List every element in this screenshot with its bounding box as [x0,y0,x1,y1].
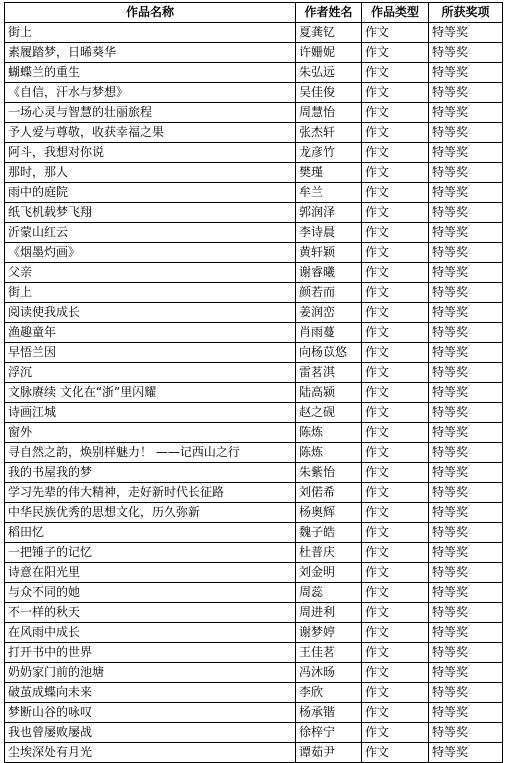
cell-work-title: 不一样的秋天 [5,603,296,623]
table-row [5,463,503,483]
cell-work-type: 作文 [362,363,429,383]
cell-award: 特等奖 [429,623,503,643]
cell-work-title: 诗意在阳光里 [5,563,296,583]
cell-award: 特等奖 [429,463,503,483]
cell-award: 特等奖 [429,283,503,303]
table-row [5,623,503,643]
table-row [5,403,503,423]
cell-work-title: 浮沉 [5,363,296,383]
cell-author-name: 牟兰 [296,183,362,203]
cell-author-name: 郭润泽 [296,203,362,223]
cell-award: 特等奖 [429,723,503,743]
cell-work-title: 我的书屋我的梦 [5,463,296,483]
cell-author-name: 李诗晨 [296,223,362,243]
cell-work-type: 作文 [362,183,429,203]
table-row [5,443,503,463]
table-row [5,323,503,343]
cell-work-title: 予人爱与尊敬，收获幸福之果 [5,123,296,143]
table-body [5,23,503,763]
cell-award: 特等奖 [429,263,503,283]
cell-work-title: 沂蒙山红云 [5,223,296,243]
cell-work-type: 作文 [362,703,429,723]
cell-award: 特等奖 [429,663,503,683]
table-row [5,723,503,743]
cell-work-type: 作文 [362,663,429,683]
table-row [5,363,503,383]
cell-work-type: 作文 [362,263,429,283]
cell-author-name: 刘偌希 [296,483,362,503]
cell-award: 特等奖 [429,43,503,63]
cell-author-name: 周进利 [296,603,362,623]
cell-work-type: 作文 [362,503,429,523]
cell-work-title: 父亲 [5,263,296,283]
cell-award: 特等奖 [429,483,503,503]
cell-author-name: 谭茹尹 [296,743,362,763]
cell-award: 特等奖 [429,423,503,443]
cell-author-name: 赵之砚 [296,403,362,423]
cell-work-title: 纸飞机载梦飞翔 [5,203,296,223]
cell-author-name: 杨奥辉 [296,503,362,523]
cell-work-title: 文脉赓续 文化在“浙”里闪耀 [5,383,296,403]
cell-work-type: 作文 [362,603,429,623]
cell-author-name: 向杨苡悠 [296,343,362,363]
cell-work-type: 作文 [362,303,429,323]
cell-work-type: 作文 [362,43,429,63]
table-row [5,343,503,363]
table-row [5,703,503,723]
cell-author-name: 周蕊 [296,583,362,603]
cell-work-title: 破茧成蝶向未来 [5,683,296,703]
table-row [5,203,503,223]
cell-author-name: 姜润峦 [296,303,362,323]
table-row [5,143,503,163]
cell-work-title: 街上 [5,283,296,303]
cell-author-name: 龙彦竹 [296,143,362,163]
cell-work-title: 奶奶家门前的池塘 [5,663,296,683]
cell-work-type: 作文 [362,463,429,483]
cell-award: 特等奖 [429,543,503,563]
cell-work-type: 作文 [362,103,429,123]
cell-author-name: 杨承锴 [296,703,362,723]
cell-author-name: 吴佳俊 [296,83,362,103]
cell-work-type: 作文 [362,583,429,603]
table-row [5,563,503,583]
header-award: 所获奖项 [429,3,503,23]
cell-work-title: 诗画江城 [5,403,296,423]
cell-work-type: 作文 [362,343,429,363]
cell-work-type: 作文 [362,23,429,43]
table-row [5,423,503,443]
cell-award: 特等奖 [429,83,503,103]
cell-award: 特等奖 [429,103,503,123]
cell-work-type: 作文 [362,623,429,643]
cell-work-title: 《自信，汗水与梦想》 [5,83,296,103]
cell-award: 特等奖 [429,323,503,343]
cell-work-title: 素履踏梦，日晞葵华 [5,43,296,63]
header-work-type: 作品类型 [362,3,429,23]
table-row [5,603,503,623]
cell-award: 特等奖 [429,343,503,363]
cell-work-title: 那时，那人 [5,163,296,183]
cell-work-title: 渔趣童年 [5,323,296,343]
cell-award: 特等奖 [429,203,503,223]
cell-award: 特等奖 [429,123,503,143]
cell-work-type: 作文 [362,143,429,163]
cell-work-type: 作文 [362,323,429,343]
cell-author-name: 颜若而 [296,283,362,303]
table-header-row [5,3,503,23]
table-row [5,83,503,103]
cell-author-name: 徐梓宁 [296,723,362,743]
cell-award: 特等奖 [429,183,503,203]
table-row [5,483,503,503]
cell-work-type: 作文 [362,223,429,243]
table-row [5,183,503,203]
cell-award: 特等奖 [429,403,503,423]
cell-award: 特等奖 [429,643,503,663]
cell-award: 特等奖 [429,703,503,723]
table-row [5,283,503,303]
cell-author-name: 陈炼 [296,423,362,443]
cell-work-type: 作文 [362,383,429,403]
table-row [5,503,503,523]
cell-award: 特等奖 [429,443,503,463]
table-row [5,383,503,403]
table-row [5,103,503,123]
table-row [5,643,503,663]
cell-work-title: 雨中的庭院 [5,183,296,203]
cell-award: 特等奖 [429,143,503,163]
table-row [5,523,503,543]
cell-work-type: 作文 [362,543,429,563]
cell-work-type: 作文 [362,163,429,183]
cell-work-title: 学习先辈的伟大精神，走好新时代长征路 [5,483,296,503]
table-row [5,243,503,263]
cell-award: 特等奖 [429,303,503,323]
cell-work-title: 街上 [5,23,296,43]
cell-award: 特等奖 [429,163,503,183]
cell-work-type: 作文 [362,123,429,143]
cell-award: 特等奖 [429,23,503,43]
cell-work-title: 早悟兰因 [5,343,296,363]
cell-author-name: 朱紫怡 [296,463,362,483]
table-row [5,663,503,683]
table-row [5,223,503,243]
cell-work-type: 作文 [362,643,429,663]
cell-author-name: 谢睿曦 [296,263,362,283]
cell-work-type: 作文 [362,243,429,263]
cell-work-type: 作文 [362,63,429,83]
cell-author-name: 肖雨蔓 [296,323,362,343]
cell-author-name: 魏子皓 [296,523,362,543]
table-row [5,23,503,43]
cell-author-name: 李欣 [296,683,362,703]
table-row [5,163,503,183]
awards-table [4,2,503,763]
table-row [5,63,503,83]
cell-work-type: 作文 [362,483,429,503]
header-author-name: 作者姓名 [296,3,362,23]
cell-author-name: 黄轩颖 [296,243,362,263]
table-row [5,43,503,63]
cell-author-name: 朱弘远 [296,63,362,83]
cell-work-title: 一场心灵与智慧的壮丽旅程 [5,103,296,123]
cell-work-title: 蝴蝶兰的重生 [5,63,296,83]
cell-work-title: 阅读使我成长 [5,303,296,323]
cell-work-title: 我也曾屡败屡战 [5,723,296,743]
cell-work-title: 打开书中的世界 [5,643,296,663]
cell-work-title: 寻自然之韵，焕别样魅力！ ——记西山之行 [5,443,296,463]
cell-author-name: 谢梦婷 [296,623,362,643]
cell-award: 特等奖 [429,503,503,523]
cell-author-name: 陆高颍 [296,383,362,403]
cell-author-name: 张杰轩 [296,123,362,143]
cell-author-name: 樊瑾 [296,163,362,183]
cell-work-title: 尘埃深处有月光 [5,743,296,763]
table-row [5,583,503,603]
cell-work-title: 稻田忆 [5,523,296,543]
cell-work-type: 作文 [362,683,429,703]
cell-work-title: 中华民族优秀的思想文化，历久弥新 [5,503,296,523]
table-row [5,743,503,763]
cell-work-type: 作文 [362,423,429,443]
header-work-title: 作品名称 [5,3,296,23]
cell-author-name: 周慧怡 [296,103,362,123]
cell-award: 特等奖 [429,363,503,383]
table-row [5,683,503,703]
cell-author-name: 雷茗淇 [296,363,362,383]
cell-award: 特等奖 [429,743,503,763]
cell-award: 特等奖 [429,63,503,83]
cell-work-type: 作文 [362,403,429,423]
cell-author-name: 杜普庆 [296,543,362,563]
cell-work-type: 作文 [362,203,429,223]
cell-award: 特等奖 [429,563,503,583]
cell-work-type: 作文 [362,443,429,463]
cell-work-type: 作文 [362,723,429,743]
cell-award: 特等奖 [429,223,503,243]
cell-work-type: 作文 [362,743,429,763]
cell-work-type: 作文 [362,283,429,303]
table-row [5,303,503,323]
cell-work-title: 一把锤子的记忆 [5,543,296,563]
cell-author-name: 夏龚钇 [296,23,362,43]
cell-work-title: 《烟墨灼画》 [5,243,296,263]
cell-work-title: 窗外 [5,423,296,443]
cell-work-title: 梦断山谷的咏叹 [5,703,296,723]
cell-work-title: 在风雨中成长 [5,623,296,643]
cell-award: 特等奖 [429,383,503,403]
cell-award: 特等奖 [429,523,503,543]
cell-author-name: 冯沐旸 [296,663,362,683]
cell-work-type: 作文 [362,83,429,103]
cell-award: 特等奖 [429,243,503,263]
cell-author-name: 王佳茗 [296,643,362,663]
cell-work-title: 与众不同的她 [5,583,296,603]
cell-work-type: 作文 [362,563,429,583]
cell-work-type: 作文 [362,523,429,543]
cell-award: 特等奖 [429,583,503,603]
table-row [5,123,503,143]
cell-award: 特等奖 [429,603,503,623]
table-row [5,543,503,563]
cell-award: 特等奖 [429,683,503,703]
cell-work-title: 阿斗，我想对你说 [5,143,296,163]
table-row [5,263,503,283]
cell-author-name: 刘金明 [296,563,362,583]
cell-author-name: 许姗妮 [296,43,362,63]
cell-author-name: 陈炼 [296,443,362,463]
